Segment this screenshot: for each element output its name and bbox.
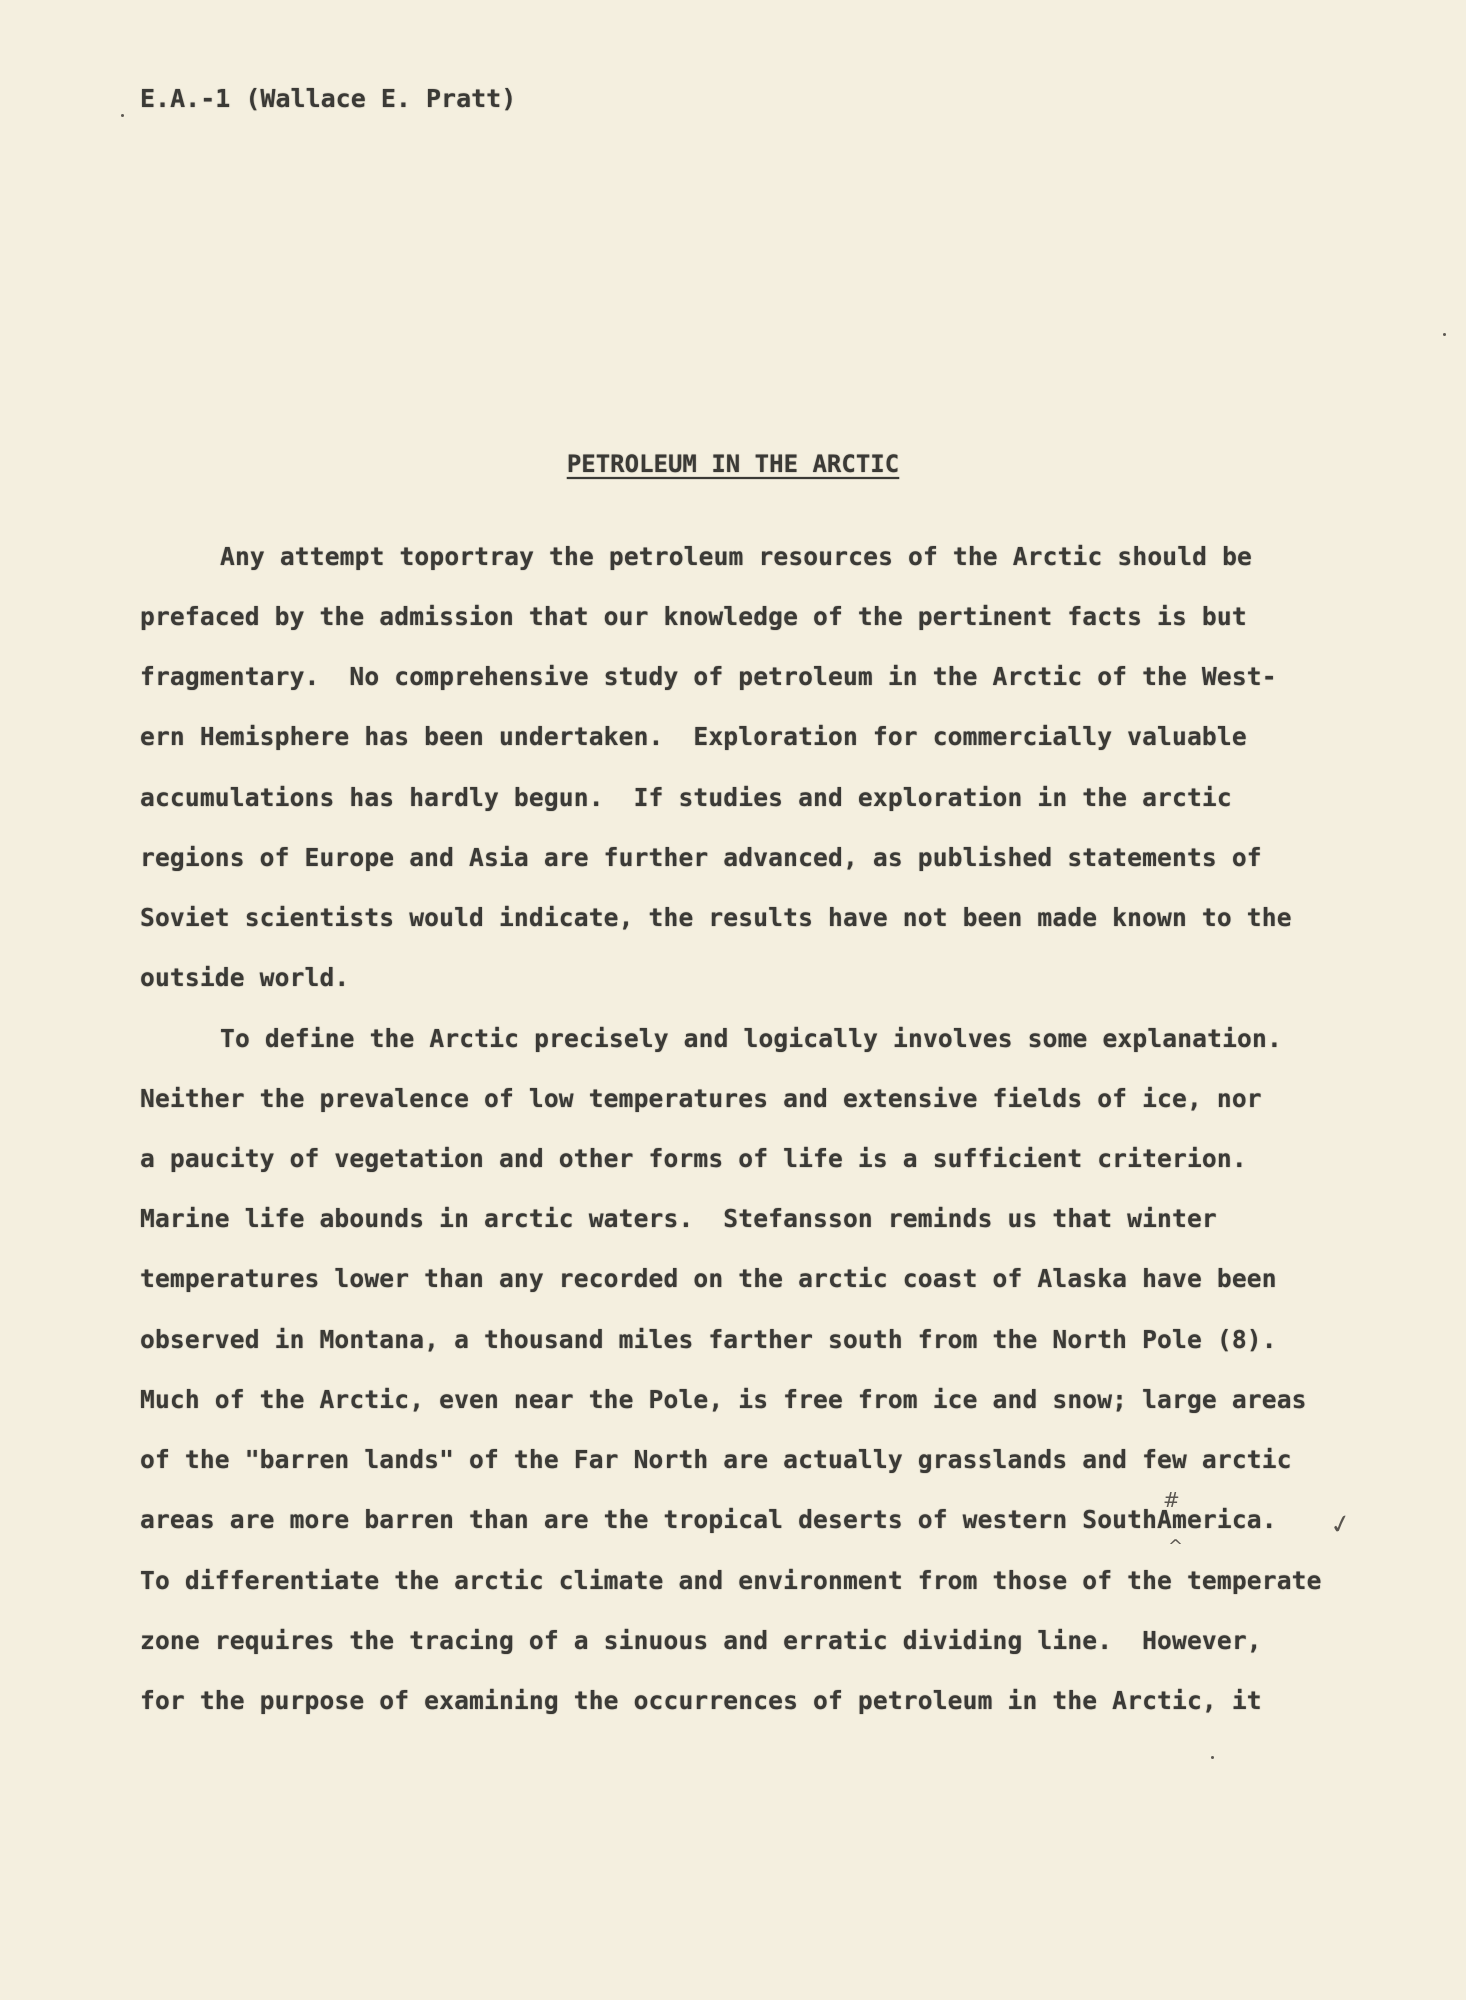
paragraph-line: a paucity of vegetation and other forms of life is a sufficient criterion. [140, 1144, 1247, 1173]
margin-check-mark: ✓ [1327, 1508, 1355, 1542]
paragraph-line: Marine life abounds in arctic waters. Stefansson reminds us that winter [140, 1204, 1217, 1233]
paragraph-line: temperatures lower than any recorded on the arctic coast of Alaska have been [140, 1264, 1277, 1293]
paragraph-line: To define the Arctic precisely and logically involves some explanation. [220, 1024, 1282, 1053]
paragraph-line: areas are more barren than are the tropical deserts of western SouthAmerica. [140, 1505, 1277, 1534]
paragraph-line: observed in Montana, a thousand miles farther south from the North Pole (8). [140, 1325, 1277, 1354]
space-insert-mark: # [1163, 1488, 1180, 1512]
paragraph-line: To differentiate the arctic climate and environment from those of the temperate [140, 1566, 1322, 1595]
paragraph-line: Any attempt toportray the petroleum resources of the Arctic should be [220, 542, 1253, 571]
paragraph-line: for the purpose of examining the occurrences of petroleum in the Arctic, it [140, 1686, 1262, 1715]
document-reference: E.A.-1 (Wallace E. Pratt) [140, 84, 517, 113]
paragraph-line: Neither the prevalence of low temperatures and extensive fields of ice, nor [140, 1084, 1262, 1113]
paper-speck [121, 114, 124, 117]
paper-speck [1443, 333, 1446, 336]
caret-mark: ^ [1168, 1536, 1184, 1557]
paper-speck [1211, 1756, 1214, 1759]
paragraph-line: Soviet scientists would indicate, the results have not been made known to the [140, 903, 1292, 932]
paragraph-line: outside world. [140, 963, 350, 992]
paragraph-line: regions of Europe and Asia are further advanced, as published statements of [140, 843, 1262, 872]
paragraph-line: ern Hemisphere has been undertaken. Exploration for commercially valuable [140, 722, 1247, 751]
paragraph-line: of the "barren lands" of the Far North are actually grasslands and few arctic [140, 1445, 1292, 1474]
paragraph-line: Much of the Arctic, even near the Pole, is free from ice and snow; large areas [140, 1385, 1307, 1414]
paragraph-line: prefaced by the admission that our knowledge of the pertinent facts is but [140, 602, 1247, 631]
paragraph-line: fragmentary. No comprehensive study of petroleum in the Arctic of the West- [140, 662, 1277, 691]
paragraph-line: accumulations has hardly begun. If studies and exploration in the arctic [140, 783, 1232, 812]
document-title: PETROLEUM IN THE ARCTIC [566, 450, 900, 478]
paragraph-line: zone requires the tracing of a sinuous and erratic dividing line. However, [140, 1626, 1262, 1655]
